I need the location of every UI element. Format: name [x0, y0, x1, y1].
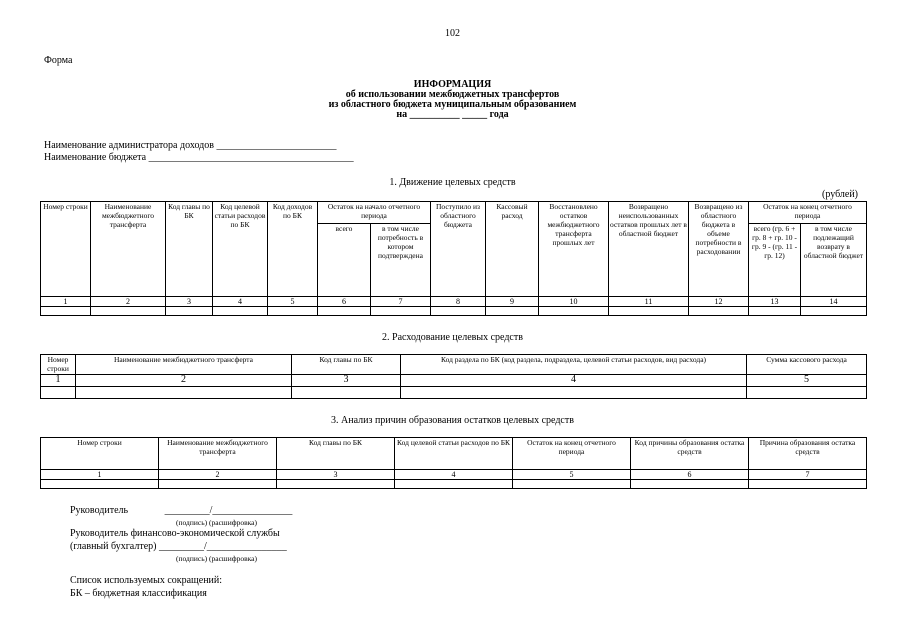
s1-h-received: Поступило из областного бюджета: [431, 202, 486, 297]
fin-head-title: Руководитель финансово-экономической службы: [70, 528, 280, 539]
s3-num-cell: 1: [41, 470, 159, 480]
s1-num-cell: 11: [609, 297, 689, 307]
movement-table: [40, 201, 867, 316]
head-label: Руководитель: [70, 505, 129, 516]
head-signature-caption: (подпись) (расшифровка): [176, 518, 257, 527]
s2-num-cell: 5: [747, 375, 867, 387]
head-signature-line: _________/________________: [164, 505, 293, 516]
s1-h-start-confirmed: в том числе потребность в котором подтверждена: [371, 224, 431, 297]
s1-num-cell: 13: [749, 297, 801, 307]
s3-empty-row: [41, 480, 867, 489]
units-label: (рублей): [822, 189, 859, 200]
s3-num-cell: 3: [277, 470, 395, 480]
s1-num-cell: 7: [371, 297, 431, 307]
s1-h-income-code: Код доходов по БК: [268, 202, 318, 297]
fin-signature-caption: (подпись) (расшифровка): [176, 554, 257, 563]
s1-num-cell: 6: [318, 297, 371, 307]
s3-h-end-balance: Остаток на конец отчетного периода: [513, 438, 631, 470]
s3-h-transfer-name: Наименование межбюджетного трансферта: [159, 438, 277, 470]
s1-num-cell: 9: [486, 297, 539, 307]
spending-table: [40, 354, 867, 399]
s3-num-cell: 4: [395, 470, 513, 480]
s3-h-target-code: Код целевой статьи расходов по БК: [395, 438, 513, 470]
s1-num-cell: 5: [268, 297, 318, 307]
s1-h-returned-need: Возвращено из областного бюджета в объеме потребности в расходовании: [689, 202, 749, 297]
s1-h-restored: Восстановлено остатков межбюджетного трансферта прошлых лет: [539, 202, 609, 297]
doc-title: ИНФОРМАЦИЯ: [413, 79, 492, 90]
s1-h-end-balance: Остаток на конец отчетного периода: [749, 202, 867, 224]
abbreviations-title: Список используемых сокращений:: [70, 575, 223, 586]
s2-h-cash-sum: Сумма кассового расхода: [747, 355, 867, 375]
s1-num-cell: 1: [41, 297, 91, 307]
s3-num-cell: 7: [749, 470, 867, 480]
s1-h-end-total: всего (гр. 6 + гр. 8 + гр. 10 - гр. 9 - (гр. 11 - гр. 12): [749, 224, 801, 297]
s1-num-cell: 10: [539, 297, 609, 307]
s1-h-start-balance: Остаток на начало отчетного периода: [318, 202, 431, 224]
s3-h-chapter-code: Код главы по БК: [277, 438, 395, 470]
admin-field: Наименование администратора доходов ________________________: [44, 140, 337, 151]
s3-h-reason-code: Код причины образования остатка средств: [631, 438, 749, 470]
s2-h-chapter-code: Код главы по БК: [292, 355, 401, 375]
doc-subtitle-2: из областного бюджета муниципальным образованием: [328, 99, 577, 110]
s1-h-returned-unused: Возвращено неиспользованных остатков прошлых лет в областной бюджет: [609, 202, 689, 297]
s2-num-cell: 2: [76, 375, 292, 387]
s1-num-cell: 8: [431, 297, 486, 307]
fin-head-signature: (главный бухгалтер) _________/________________: [70, 541, 287, 552]
doc-subtitle-1: об использовании межбюджетных трансфертов: [345, 89, 560, 100]
s1-h-target-code: Код целевой статьи расходов по БК: [213, 202, 268, 297]
s2-empty-row: [41, 387, 867, 399]
s1-empty-row: [41, 307, 867, 316]
s3-num-cell: 2: [159, 470, 277, 480]
s3-num-cell: 6: [631, 470, 749, 480]
residuals-analysis-table: [40, 437, 867, 489]
s3-num-cell: 5: [513, 470, 631, 480]
s1-h-cash-expense: Кассовый расход: [486, 202, 539, 297]
section1-title: 1. Движение целевых средств: [389, 177, 516, 188]
s1-h-end-return: в том числе подлежащий возврату в областной бюджет: [801, 224, 867, 297]
s3-h-row-number: Номер строки: [41, 438, 159, 470]
s2-h-section-code: Код раздела по БК (код раздела, подраздела, целевой статьи расходов, вид расхода): [401, 355, 747, 375]
form-label: Форма: [44, 55, 73, 66]
abbreviation-item: БК – бюджетная классификация: [70, 588, 207, 599]
s1-h-chapter-code: Код главы по БК: [166, 202, 213, 297]
head-signature: [70, 505, 292, 517]
page-number: 102: [445, 28, 460, 39]
s2-num-cell: 3: [292, 375, 401, 387]
s1-num-cell: 12: [689, 297, 749, 307]
section3-title: 3. Анализ причин образования остатков целевых средств: [331, 415, 574, 426]
budget-field: Наименование бюджета _________________________________________: [44, 152, 354, 163]
s3-h-reason: Причина образования остатка средств: [749, 438, 867, 470]
doc-period: на __________ _____ года: [396, 109, 509, 120]
s1-h-transfer-name: Наименование межбюджетного трансферта: [91, 202, 166, 297]
s2-h-transfer-name: Наименование межбюджетного трансферта: [76, 355, 292, 375]
s2-num-cell: 4: [401, 375, 747, 387]
s1-num-cell: 2: [91, 297, 166, 307]
s1-num-cell: 4: [213, 297, 268, 307]
s1-h-start-total: всего: [318, 224, 371, 297]
s1-num-cell: 14: [801, 297, 867, 307]
section2-title: 2. Расходование целевых средств: [382, 332, 523, 343]
s1-h-row-number: Номер строки: [41, 202, 91, 297]
s2-h-row-number: Номер строки: [41, 355, 76, 375]
s1-num-cell: 3: [166, 297, 213, 307]
s2-num-cell: 1: [41, 375, 76, 387]
